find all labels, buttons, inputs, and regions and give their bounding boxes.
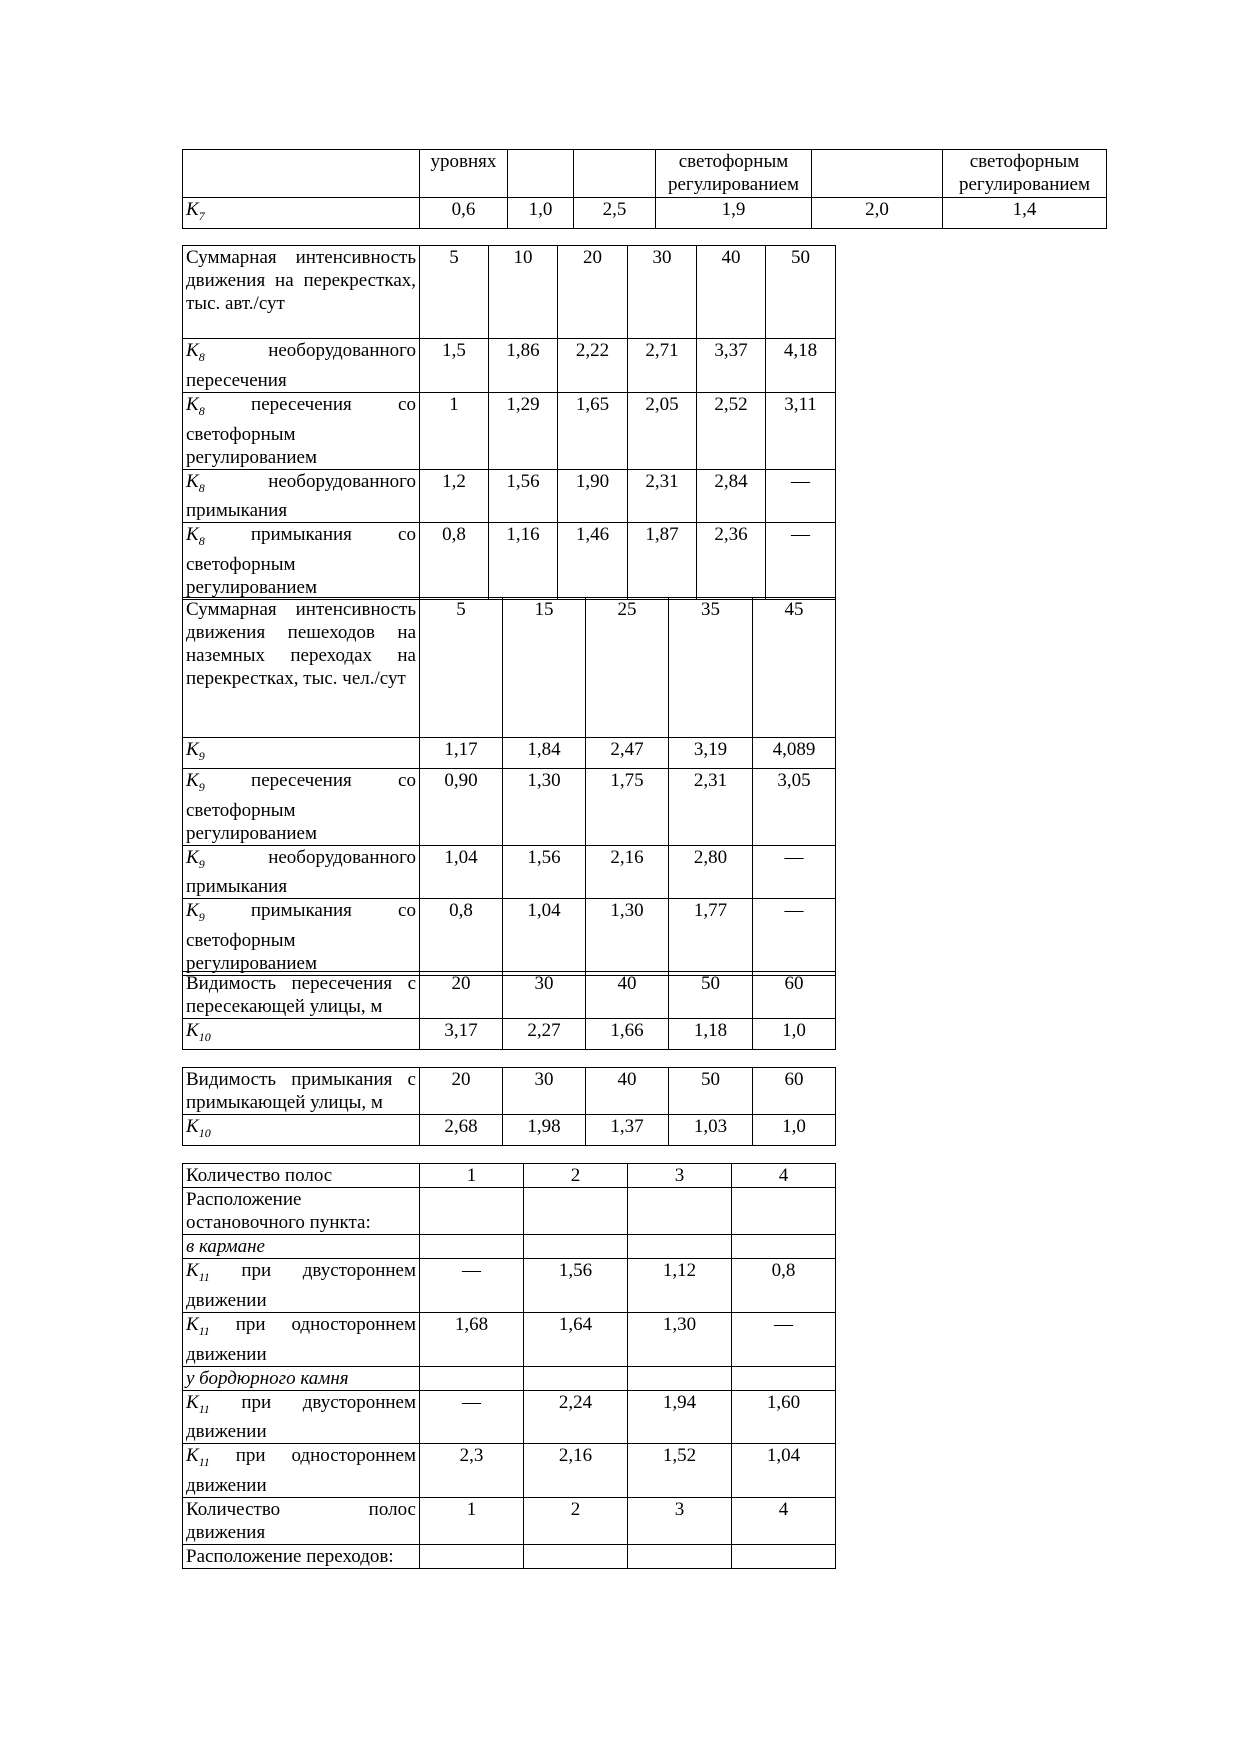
header-cell: 50	[669, 972, 753, 1019]
coef-subscript: 7	[198, 208, 205, 223]
value-cell: 2,80	[669, 845, 753, 899]
value-cell: 2,31	[628, 469, 697, 523]
table-k7	[182, 149, 1107, 229]
empty-cell	[524, 1188, 628, 1235]
empty-cell	[628, 1188, 732, 1235]
coef-symbol: K	[186, 739, 199, 760]
value-cell: 1,86	[489, 339, 558, 393]
header-cell: 20	[420, 1068, 503, 1115]
coef-subscript: 9	[198, 779, 205, 794]
header-cell: 1	[420, 1164, 524, 1188]
empty-cell	[732, 1545, 836, 1569]
value-cell: —	[420, 1259, 524, 1313]
row-text: при двустороннем движении	[186, 1260, 416, 1311]
row-label	[183, 392, 420, 469]
row-label: Видимость примыкания с примыкающей улицы, м	[183, 1068, 420, 1115]
value-cell: 3,05	[753, 768, 836, 845]
value-cell: 2,3	[420, 1444, 524, 1498]
value-cell: 4,18	[766, 339, 836, 393]
value-cell: 1,66	[586, 1019, 669, 1050]
row-text: необорудованного пересечения	[186, 340, 416, 391]
value-cell: 1,60	[732, 1390, 836, 1444]
coef-symbol: K	[186, 199, 199, 220]
value-cell: —	[766, 469, 836, 523]
header-cell: 50	[669, 1068, 753, 1115]
header-cell: 2	[524, 1498, 628, 1545]
value-cell: 1,75	[586, 768, 669, 845]
value-cell: 1,56	[489, 469, 558, 523]
row-label	[183, 1390, 420, 1444]
coef-subscript: 9	[198, 910, 205, 925]
value-cell: 3,11	[766, 392, 836, 469]
value-cell: 2,71	[628, 339, 697, 393]
empty-cell	[732, 1366, 836, 1390]
header-cell: светофорным регулированием	[943, 150, 1107, 198]
header-cell: 20	[420, 972, 503, 1019]
row-label: Суммарная интенсивность движения пешеходов на наземных переходах на перекрестках, тыс. чел./сут	[183, 598, 420, 738]
row-label	[183, 1259, 420, 1313]
row-label: Количество полос движения	[183, 1498, 420, 1545]
value-cell: 1,17	[420, 738, 503, 769]
coef-symbol: K	[186, 900, 199, 922]
value-cell: 3,37	[697, 339, 766, 393]
value-cell: 4,089	[753, 738, 836, 769]
value-cell: 1,04	[503, 899, 586, 976]
header-cell: 1	[420, 1498, 524, 1545]
value-cell: 1,87	[628, 523, 697, 600]
value-cell: 0,8	[732, 1259, 836, 1313]
header-cell: 40	[586, 1068, 669, 1115]
table-k8	[182, 245, 836, 600]
coef-symbol: K	[186, 393, 199, 415]
header-cell: уровнях	[420, 150, 508, 198]
empty-cell	[732, 1188, 836, 1235]
value-cell: 2,5	[574, 198, 656, 229]
value-cell: 2,36	[697, 523, 766, 600]
header-cell: 50	[766, 246, 836, 339]
header-cell: 3	[628, 1164, 732, 1188]
empty-cell	[420, 1188, 524, 1235]
value-cell: —	[766, 523, 836, 600]
empty-cell	[524, 1366, 628, 1390]
table-k10-junction	[182, 1067, 836, 1146]
value-cell: —	[753, 845, 836, 899]
empty-cell	[732, 1235, 836, 1259]
header-cell: 15	[503, 598, 586, 738]
value-cell: 3,17	[420, 1019, 503, 1050]
value-cell: 1,30	[628, 1312, 732, 1366]
row-text: при одностороннем движении	[186, 1313, 416, 1365]
value-cell: 2,47	[586, 738, 669, 769]
header-cell: 30	[503, 1068, 586, 1115]
table-crossings	[182, 1497, 836, 1569]
value-cell: 2,31	[669, 768, 753, 845]
row-label	[183, 339, 420, 393]
value-cell: —	[753, 899, 836, 976]
table-k11	[182, 1163, 836, 1498]
value-cell: 1,77	[669, 899, 753, 976]
header-cell: 30	[503, 972, 586, 1019]
empty-cell	[524, 1545, 628, 1569]
header-cell: 3	[628, 1498, 732, 1545]
row-label: Видимость пересечения с пересекающей улицы, м	[183, 972, 420, 1019]
value-cell: 2,0	[812, 198, 943, 229]
value-cell: 1,0	[753, 1019, 836, 1050]
value-cell: —	[732, 1312, 836, 1366]
value-cell: 0,90	[420, 768, 503, 845]
value-cell: 2,16	[524, 1444, 628, 1498]
value-cell: 1,84	[503, 738, 586, 769]
coef-symbol: K	[186, 1116, 199, 1137]
row-label	[183, 899, 420, 976]
row-text: необорудованного примыкания	[186, 846, 416, 898]
value-cell: 1,04	[420, 845, 503, 899]
header-cell: 60	[753, 1068, 836, 1115]
header-cell	[812, 150, 943, 198]
value-cell: 1,29	[489, 392, 558, 469]
coef-symbol: K	[186, 769, 199, 791]
row-text: при одностороннем движении	[186, 1445, 416, 1497]
row-text: пересечения со светофорным регулированием	[186, 393, 416, 468]
header-cell: 60	[753, 972, 836, 1019]
empty-cell	[420, 1235, 524, 1259]
header-cell: светофорным регулированием	[656, 150, 812, 198]
value-cell: 1,18	[669, 1019, 753, 1050]
coef-subscript: 9	[198, 856, 205, 871]
header-cell: 45	[753, 598, 836, 738]
coef-subscript: 9	[198, 748, 205, 763]
value-cell: 1,68	[420, 1312, 524, 1366]
header-cell: 4	[732, 1164, 836, 1188]
value-cell: 2,24	[524, 1390, 628, 1444]
value-cell: 0,8	[420, 899, 503, 976]
header-cell: 10	[489, 246, 558, 339]
row-label: Количество полос	[183, 1164, 420, 1188]
coef-subscript: 8	[198, 534, 205, 549]
value-cell: 0,6	[420, 198, 508, 229]
subsection-label: в кармане	[183, 1235, 420, 1259]
value-cell: 1,56	[524, 1259, 628, 1313]
coef-symbol: K	[186, 1020, 199, 1041]
value-cell: 1,30	[503, 768, 586, 845]
value-cell: 2,52	[697, 392, 766, 469]
header-cell: 2	[524, 1164, 628, 1188]
row-text: пересечения со светофорным регулированием	[186, 769, 416, 844]
coef-symbol: K	[186, 1445, 199, 1467]
row-label	[183, 1312, 420, 1366]
section-label: Расположение переходов:	[183, 1545, 420, 1569]
coef-subscript: 11	[198, 1455, 210, 1470]
coef-symbol: K	[186, 340, 199, 361]
header-cell: 5	[420, 246, 489, 339]
coef-subscript: 11	[198, 1269, 210, 1284]
subsection-label: у бордюрного камня	[183, 1366, 420, 1390]
row-label	[183, 1115, 420, 1146]
value-cell: 1,65	[558, 392, 628, 469]
row-text: примыкания со светофорным регулированием	[186, 900, 416, 975]
header-cell	[574, 150, 656, 198]
row-label	[183, 469, 420, 523]
header-cell: 5	[420, 598, 503, 738]
value-cell: 1,0	[508, 198, 574, 229]
value-cell: 1,94	[628, 1390, 732, 1444]
row-label	[183, 1019, 420, 1050]
coef-subscript: 10	[198, 1125, 211, 1140]
value-cell: 2,05	[628, 392, 697, 469]
value-cell: 1,03	[669, 1115, 753, 1146]
value-cell: 1,98	[503, 1115, 586, 1146]
coef-subscript: 11	[198, 1323, 210, 1338]
header-cell: 35	[669, 598, 753, 738]
header-cell: 20	[558, 246, 628, 339]
header-cell: 40	[586, 972, 669, 1019]
coef-subscript: 8	[198, 403, 205, 418]
empty-cell	[524, 1235, 628, 1259]
value-cell: 3,19	[669, 738, 753, 769]
value-cell: 1,5	[420, 339, 489, 393]
value-cell: 1,90	[558, 469, 628, 523]
row-label: Суммарная интенсивность движения на перекрестках, тыс. авт./сут	[183, 246, 420, 339]
value-cell: 1,16	[489, 523, 558, 600]
header-cell: 4	[732, 1498, 836, 1545]
row-label	[183, 768, 420, 845]
header-cell: 30	[628, 246, 697, 339]
empty-cell	[420, 1545, 524, 1569]
coef-symbol: K	[186, 846, 199, 868]
value-cell: 2,27	[503, 1019, 586, 1050]
value-cell: 1,04	[732, 1444, 836, 1498]
empty-cell	[628, 1235, 732, 1259]
value-cell: 1,64	[524, 1312, 628, 1366]
value-cell: 1,37	[586, 1115, 669, 1146]
value-cell: 2,16	[586, 845, 669, 899]
value-cell: 1	[420, 392, 489, 469]
row-text: при двустороннем движении	[186, 1391, 416, 1443]
value-cell: 1,2	[420, 469, 489, 523]
empty-cell	[628, 1545, 732, 1569]
value-cell: 2,22	[558, 339, 628, 393]
empty-cell	[420, 1366, 524, 1390]
coef-symbol: K	[186, 1260, 199, 1281]
row-label	[183, 523, 420, 600]
coef-symbol: K	[186, 1313, 199, 1335]
value-cell: 0,8	[420, 523, 489, 600]
coef-subscript: 8	[198, 349, 205, 364]
row-label	[183, 1444, 420, 1498]
value-cell: 1,0	[753, 1115, 836, 1146]
coef-symbol: K	[186, 1391, 199, 1413]
table-k10-intersection	[182, 971, 836, 1050]
value-cell: 2,68	[420, 1115, 503, 1146]
coef-subscript: 11	[198, 1401, 210, 1416]
value-cell: 1,4	[943, 198, 1107, 229]
row-label	[183, 738, 420, 769]
value-cell: 1,56	[503, 845, 586, 899]
row-label	[183, 845, 420, 899]
coef-subscript: 8	[198, 480, 205, 495]
section-label: Расположение остановочного пункта:	[183, 1188, 420, 1235]
value-cell: 1,46	[558, 523, 628, 600]
value-cell: 1,12	[628, 1259, 732, 1313]
header-cell	[183, 150, 420, 198]
value-cell: 1,9	[656, 198, 812, 229]
value-cell: —	[420, 1390, 524, 1444]
table-k9	[182, 597, 836, 976]
coef-symbol: K	[186, 524, 199, 546]
coef-symbol: K	[186, 470, 199, 492]
coef-subscript: 10	[198, 1029, 211, 1044]
row-text: примыкания со светофорным регулированием	[186, 524, 416, 599]
row-label	[183, 198, 420, 229]
header-cell: 25	[586, 598, 669, 738]
header-cell: 40	[697, 246, 766, 339]
row-text: необорудованного примыкания	[186, 470, 416, 522]
value-cell: 1,52	[628, 1444, 732, 1498]
value-cell: 2,84	[697, 469, 766, 523]
empty-cell	[628, 1366, 732, 1390]
header-cell	[508, 150, 574, 198]
value-cell: 1,30	[586, 899, 669, 976]
